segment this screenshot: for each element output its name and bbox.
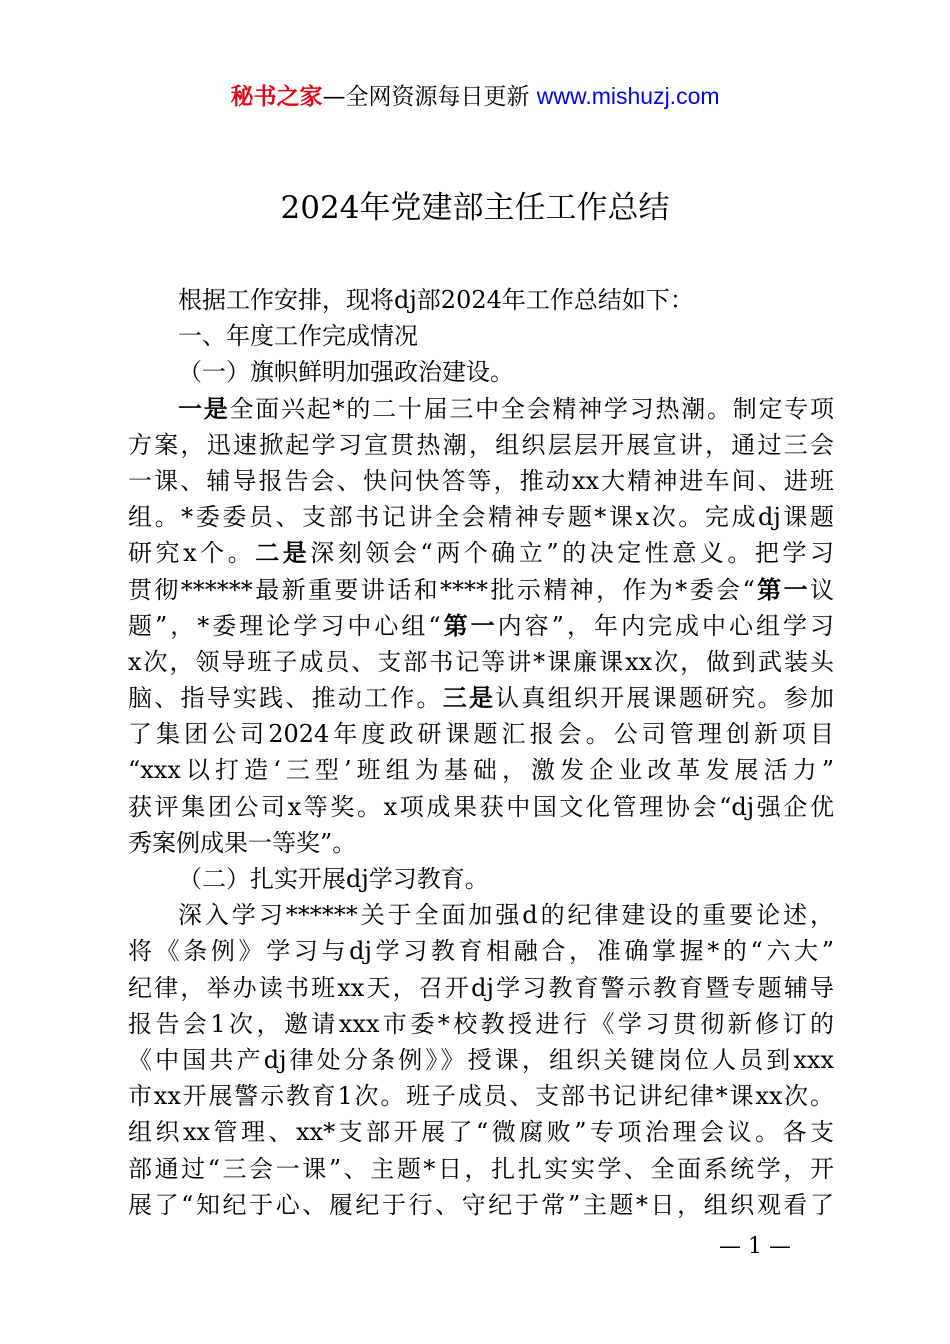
text-run: 深刻领会“两个确立”的决定性意义。把学习 (310, 539, 834, 568)
text-run: 方案，迅速掀起学习宣贯热潮，组织层层开展宣讲，通过三会 (128, 430, 834, 459)
paragraph-line-last (128, 825, 834, 861)
paragraph-line (128, 391, 834, 427)
text-run: 议 (810, 575, 834, 604)
emphasis-text: 三是 (442, 684, 496, 713)
paragraph-line (128, 463, 834, 499)
text-run: 题”，*委理论学习中心组“ (128, 611, 441, 640)
text-run: 部通过“三会一课”、主题*日，扎扎实实学、全面系统学，开 (128, 1154, 834, 1183)
paragraph-line (128, 427, 834, 463)
text-run: “xxx以打造‘三型’班组为基础，激发企业改革发展活力” (128, 756, 834, 785)
paragraph-line (128, 499, 834, 535)
text-run: 组织xx管理、xx*支部开展了“微腐败”专项治理会议。各支 (128, 1118, 834, 1147)
paragraph-line (128, 644, 834, 680)
text-run: 一、年度工作完成情况 (178, 322, 418, 351)
text-run: 将《条例》学习与dj学习教育相融合，准确掌握*的“六大” (128, 937, 834, 966)
paragraph-line (128, 608, 834, 644)
emphasis-text: 第一 (754, 575, 810, 604)
subsection-heading-2 (128, 861, 834, 897)
paragraph-line (128, 1151, 834, 1187)
text-run: （一）旗帜鲜明加强政治建设。 (178, 358, 514, 387)
text-run: 一课、辅导报告会、快问快答等，推动xx大精神进车间、进班 (128, 466, 834, 495)
paragraph-line (128, 1006, 834, 1042)
text-run: 获评集团公司x等奖。x项成果获中国文化管理协会“dj强企优 (128, 792, 834, 821)
text-run: 研究x个。 (128, 539, 256, 568)
text-run: 组。*委委员、支部书记讲全会精神专题*课x次。完成dj课题 (128, 503, 834, 532)
page-number: — 1 — (719, 1234, 791, 1259)
text-run: （二）扎实开展dj学习教育。 (178, 865, 489, 893)
document-body (128, 282, 834, 1223)
site-url[interactable]: www.mishuzj.com (536, 83, 720, 109)
text-run: 深入学习******关于全面加强d的纪律建设的重要论述， (178, 901, 834, 930)
emphasis-text: 第一 (440, 611, 498, 640)
text-run: 脑、指导实践、推动工作。 (128, 684, 443, 713)
text-run: 纪律，举办读书班xx天，召开dj学习教育警示教育暨专题辅导 (128, 973, 834, 1002)
text-run: 报告会1次，邀请xxx市委*校教授进行《学习贯彻新修订的 (128, 1009, 834, 1038)
site-header (0, 80, 950, 113)
paragraph-line (128, 897, 834, 933)
document-title: 2024年党建部主任工作总结 (280, 190, 670, 226)
paragraph-line (128, 1078, 834, 1114)
text-run: 贯彻******最新重要讲话和****批示精神，作为*委会“ (128, 575, 755, 604)
paragraph-line (128, 716, 834, 752)
paragraph-line (128, 789, 834, 825)
emphasis-text: 二是 (255, 539, 311, 568)
paragraph-line (128, 572, 834, 608)
emphasis-text: 一是 (178, 394, 230, 423)
text-run: 认真组织开展课题研究。参加 (495, 684, 835, 713)
section-heading-1 (128, 318, 834, 354)
text-run: 根据工作安排，现将dj部2024年工作总结如下： (178, 286, 694, 314)
paragraph-line (128, 752, 834, 788)
paragraph-intro (128, 282, 834, 318)
text-run: 内容”，年内完成中心组学习 (497, 611, 835, 640)
paragraph-line (128, 1042, 834, 1078)
text-run: 了集团公司2024年度政研课题汇报会。公司管理创新项目 (128, 720, 834, 749)
paragraph-line (128, 680, 834, 716)
text-run: 《中国共产dj律处分条例》》授课，组织关键岗位人员到xxx (128, 1045, 834, 1074)
paragraph-line (128, 535, 834, 571)
paragraph-line (128, 1187, 834, 1223)
text-run: x次，领导班子成员、支部书记等讲*课廉课xx次，做到武装头 (128, 647, 834, 676)
paragraph-line (128, 933, 834, 969)
text-run: 全面兴起*的二十届三中全会精神学习热潮。制定专项 (229, 394, 835, 423)
text-run: 展了“知纪于心、履纪于行、守纪于常”主题*日，组织观看了 (128, 1190, 834, 1219)
text-run: 秀案例成果一等奖”。 (128, 828, 357, 857)
subsection-heading-1 (128, 354, 834, 390)
paragraph-line (128, 1114, 834, 1150)
text-run: 市xx开展警示教育1次。班子成员、支部书记讲纪律*课xx次。 (128, 1082, 834, 1111)
brand-name: 秘书之家 (230, 84, 323, 110)
header-slogan: —全网资源每日更新 (322, 84, 537, 110)
paragraph-line (128, 970, 834, 1006)
